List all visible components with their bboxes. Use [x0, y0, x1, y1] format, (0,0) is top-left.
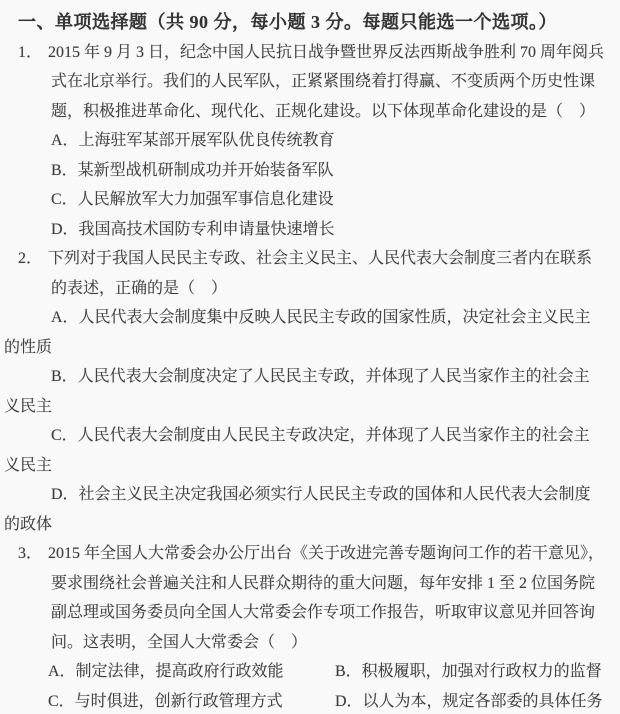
question-number: 2．: [18, 250, 43, 267]
question-stem-line: 式在北京举行。我们的人民军队，正紧紧围绕着打得赢、不变质两个历史性课: [51, 73, 596, 90]
option-line-b: B．积极履职，加强对行政权力的监督: [335, 663, 602, 680]
question-stem-line: 的表述，正确的是（ ）: [51, 279, 228, 297]
option-wrap-line: 的政体: [4, 515, 53, 533]
option-line-a: A．制定法律，提高政府行政效能: [48, 663, 284, 680]
question-1: [0, 38, 620, 245]
option-line-b: B．人民代表大会制度决定了人民民主专政，并体现了人民当家作主的社会主: [51, 368, 590, 385]
question-stem-line: 副总理或国务委员向全国人大常委会作专项工作报告，听取审议意见并回答询: [51, 604, 596, 621]
option-wrap-line: 义民主: [4, 397, 53, 415]
question-stem-line: [0, 539, 620, 569]
option-line-c: C．人民解放军大力加强军事信息化建设: [51, 191, 334, 208]
question-stem-line: [0, 38, 620, 68]
option-line-c: C．与时俱进，创新行政管理方式: [48, 692, 283, 710]
question-number: 1．: [18, 43, 43, 61]
question-stem-line: 问。这表明，全国人大常委会（ ）: [51, 633, 308, 651]
question-stem-line: [0, 244, 620, 274]
option-line-b: B．某新型战机研制成功并开始装备军队: [51, 161, 334, 179]
question-stem-text: 2015 年全国人大常委会办公厅出台《关于改进完善专题询问工作的若干意见》，: [48, 545, 605, 562]
question-2: [0, 244, 620, 539]
question-3: [0, 539, 620, 714]
question-number: 3．: [18, 545, 43, 562]
option-wrap-line: 的性质: [4, 338, 53, 356]
option-line-a: A．上海驻军某部开展军队优良传统教育: [51, 132, 335, 149]
question-stem-text: 下列对于我国人民民主专政、社会主义民主、人民代表大会制度三者内在联系: [48, 250, 593, 267]
option-line-d: D．社会主义民主决定我国必须实行人民民主专政的国体和人民代表大会制度: [51, 486, 591, 503]
option-line-a: A．人民代表大会制度集中反映人民民主专政的国家性质，决定社会主义民主: [51, 309, 591, 326]
option-row: [0, 687, 620, 714]
question-stem-text: 2015 年 9 月 3 日，纪念中国人民抗日战争暨世界反法西斯战争胜利 70 周年阅兵: [48, 43, 605, 61]
option-line-d: D．我国高技术国防专利申请量快速增长: [51, 220, 335, 238]
question-stem-line: 题，积极推进革命化、现代化、正规化建设。以下体现革命化建设的是（ ）: [51, 102, 596, 120]
option-line-c: C．人民代表大会制度由人民民主专政决定，并体现了人民当家作主的社会主: [51, 427, 590, 444]
option-line-d: D．以人为本，规定各部委的具体任务: [335, 692, 603, 710]
option-row: [0, 657, 620, 687]
option-wrap-line: 义民主: [4, 456, 53, 474]
question-stem-line: 要求围绕社会普遍关注和人民群众期待的重大问题，每年安排 1 至 2 位国务院: [51, 574, 596, 592]
section-heading: 一、单项选择题（共 90 分，每小题 3 分。每题只能选一个选项。）: [18, 12, 557, 32]
